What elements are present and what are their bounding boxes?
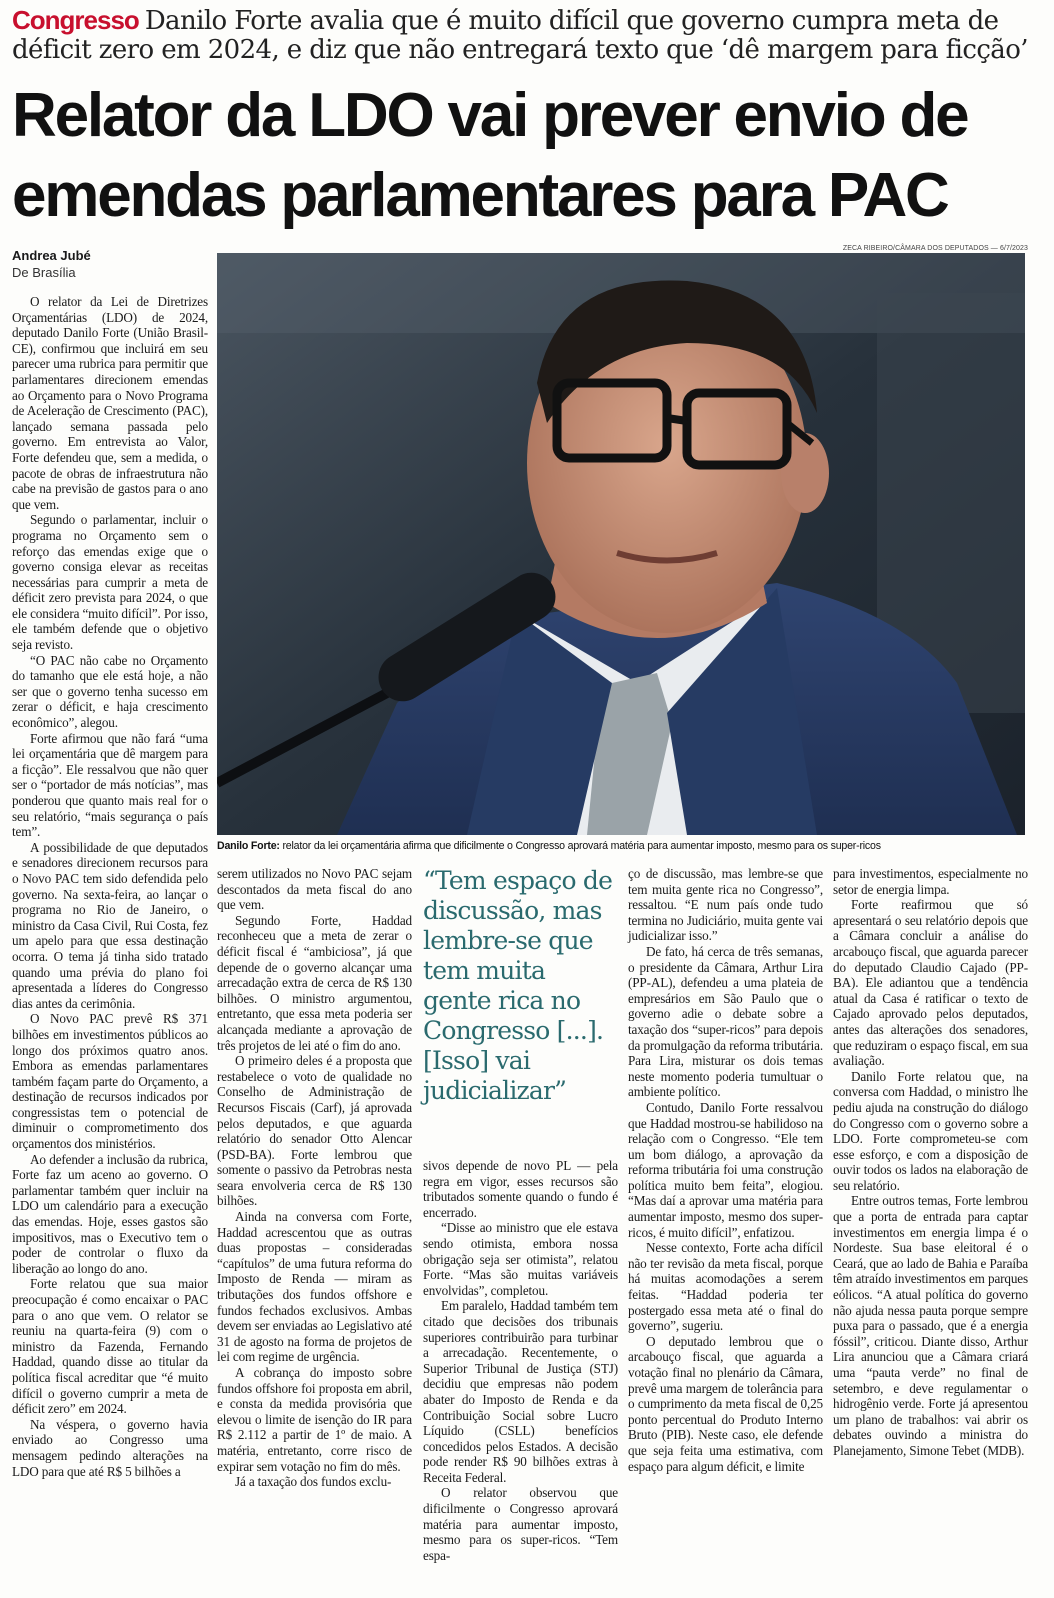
body-column-3 (423, 1158, 618, 1563)
paragraph: O primeiro deles é a proposta que restabelece o voto de qualidade no Conselho de Administração de Recursos Fiscais (Carf), já aprovada pelos deputados, e que aguarda relatório do senador Otto Alencar (PSD-BA). Forte lembrou que somente o passivo da Petrobras nesta seara envolveria cerca de R$ 130 bilhões. (217, 1053, 412, 1209)
paragraph: O deputado lembrou que o arcabouço fiscal, que aguarda a votação final no plenário da Câmara, prevê uma margem de tolerância para o cumprimento da meta fiscal de 0,25 ponto percentual do Produto Interno Bruto (PIB). Neste caso, ele defende que seja feita uma estimativa, com espaço para algum déficit, e limite (628, 1333, 823, 1474)
caption-text: relator da lei orçamentária afirma que dificilmente o Congresso aprovará matéria para aumentar imposto, mesmo para os super-ricos (279, 840, 881, 852)
kicker-text: Danilo Forte avalia que é muito difícil que governo cumpra meta de déficit zero em 2024, e diz que não entregará texto que ‘dê margem para ficção’ (12, 6, 1028, 65)
pull-quote: “Tem espaço de discussão, mas lembre-se que tem muita gente rica no Congresso [...]. [Isso] vai judicializar” (423, 866, 613, 1105)
paragraph: O Novo PAC prevê R$ 371 bilhões em investimentos públicos ao longo dos próximos quatro anos. Embora as emendas parlamentares também façam parte do Orçamento, a destinação de recursos indicados por congressistas tem o potencial de diminuir o comprometimento dos orçamentos dos ministérios. (12, 1011, 208, 1152)
paragraph: A possibilidade de que deputados e senadores direcionem recursos para o Novo PAC tem sido defendida pelo governo. Na sexta-feira, ao lançar o programa no Rio de Janeiro, o ministro da Casa Civil, Rui Costa, fez um apelo para que essa destinação ocorra. O tema já tinha sido tratado quando uma prévia do plano foi apresentada a líderes do Congresso dias antes da cerimônia. (12, 839, 208, 1011)
paragraph: Ao defender a inclusão da rubrica, Forte faz um aceno ao governo. O parlamentar também quer incluir na LDO um calendário para a execução das emendas. Hoje, esses gastos são impositivos, mas o Executivo tem o poder de controlar o fluxo da liberação ao longo do ano. (12, 1151, 208, 1276)
photo-credit: ZECA RIBEIRO/CÂMARA DOS DEPUTADOS — 6/7/2023 (842, 245, 1028, 252)
section-label: Congresso (12, 5, 139, 35)
photo-caption (217, 840, 1037, 852)
body-column-5 (833, 866, 1028, 1459)
paragraph: Em paralelo, Haddad também tem citado que decisões dos tribunais superiores contribuirão para turbinar a arrecadação. Recentemente, o Superior Tribunal de Justiça (STJ) decidiu que empresas não podem abater do Imposto de Renda e da Contribuição Social sobre Lucro Líquido (CSLL) benefícios concedidos pelos Estados. A decisão pode render R$ 90 bilhões extras à Receita Federal. (423, 1298, 618, 1485)
paragraph: O relator da Lei de Diretrizes Orçamentárias (LDO) de 2024, deputado Danilo Forte (União Brasil-CE), confirmou que incluirá em seu parecer uma rubrica para permitir que parlamentares direcionem emendas ao Orçamento para o Novo Programa de Aceleração de Crescimento (PAC), lançado semana passada pelo governo. Em entrevista ao Valor, Forte defendeu que, sem a medida, o pacote de obras de infraestrutura não cabe na previsão de gastos para o ano que vem. (12, 294, 208, 512)
paragraph: Danilo Forte relatou que, na conversa com Haddad, o ministro lhe pediu ajuda na construção do diálogo do Congresso com o governo sobre a LDO. Forte comprometeu-se com esse esforço, e com a disposição de ouvir todos os lados na elaboração de seu relatório. (833, 1068, 1028, 1193)
paragraph: “Disse ao ministro que ele estava sendo otimista, embora nossa obrigação seja ser otimista”, relatou Forte. “Mas são muitas variáveis envolvidas”, completou. (423, 1220, 618, 1298)
paragraph: A cobrança do imposto sobre fundos offshore foi proposta em abril, e consta da medida provisória que elevou o limite de isenção do IR para R$ 2.112 a partir de 1º de maio. A matéria, entretanto, corre risco de expirar sem votação no fim do mês. (217, 1365, 412, 1474)
paragraph: Contudo, Danilo Forte ressalvou que Haddad mostrou-se habilidoso na relação com o Congresso. “Ele tem um bom diálogo, a aprovação da reforma tributária foi uma construção política muito bem feita”, elogiou. “Mas daí a aprovar uma matéria para aumentar imposto, mesmo dos super-ricos, é muito difícil”, enfatizou. (628, 1099, 823, 1240)
paragraph: Na véspera, o governo havia enviado ao Congresso uma mensagem pedindo alterações na LDO para que até R$ 5 bilhões a (12, 1416, 208, 1479)
byline-place: De Brasília (12, 265, 76, 280)
paragraph: Forte afirmou que não fará “uma lei orçamentária que dê margem para a ficção”. Ele ressalvou que não quer ser o “portador de más notícias”, mas ponderou que quanto mais real for o seu relatório, “mais segurança o país tem”. (12, 730, 208, 840)
paragraph: De fato, há cerca de três semanas, o presidente da Câmara, Arthur Lira (PP-AL), defendeu a uma plateia de empresários em São Paulo que o governo adie o debate sobre a taxação dos “super-ricos” para depois da promulgação da reforma tributária. Para Lira, misturar os dois temas neste momento poderia tumultuar o ambiente político. (628, 943, 823, 1100)
paragraph: Entre outros temas, Forte lembrou que a porta de entrada para captar investimentos em energia limpa é o Nordeste. Sua base eleitoral é o Ceará, que ao lado de Bahia e Paraíba têm atraído investimentos em parques eólicos. “A atual política do governo não ajuda nessa pauta porque sempre puxa para o passado, que é a energia fóssil”, criticou. Diante disso, Arthur Lira anunciou que a Câmara criará uma “pauta verde” no final de setembro, e deve regulamentar o hidrogênio verde. Forte já apresentou um plano de trabalhos: vai abrir os debates ouvindo a ministra do Planejamento, Simone Tebet (MDB). (833, 1193, 1028, 1458)
byline (12, 248, 91, 280)
paragraph: “O PAC não cabe no Orçamento do tamanho que ele está hoje, a não ser que o governo tenha sucesso em zerar o déficit, e haja crescimento econômico”, alegou. (12, 652, 208, 731)
paragraph: Forte relatou que sua maior preocupação é como encaixar o PAC para o ano que vem. O relator se reuniu na quarta-feira (9) com o ministro da Fazenda, Fernando Haddad, quando disse ao titular da política fiscal acreditar que “é muito difícil o governo cumprir a meta de déficit zero” em 2024. (12, 1276, 208, 1417)
paragraph: Segundo Forte, Haddad reconheceu que a meta de zerar o déficit fiscal é “ambiciosa”, já que depende de o governo alcançar uma arrecadação extra de cerca de R$ 130 bilhões. O ministro argumentou, entretanto, que essa meta poderia ser alcançada mediante a aprovação de três projetos de lei até o fim do ano. (217, 912, 412, 1053)
portrait-illustration (217, 253, 1025, 835)
paragraph: ço de discussão, mas lembre-se que tem muita gente rica no Congresso”, ressaltou. “E num país onde tudo termina no Judiciário, muita gente vai judicializar isso.” (628, 866, 823, 944)
body-column-2 (217, 866, 412, 1490)
caption-lead: Danilo Forte: (217, 840, 280, 852)
paragraph: para investimentos, especialmente no setor de energia limpa. (833, 866, 1028, 897)
byline-author: Andrea Jubé (12, 248, 91, 263)
paragraph: Ainda na conversa com Forte, Haddad acrescentou que as outras duas propostas – consideradas “capítulos” de uma futura reforma do Imposto de Renda — miram as tributações dos fundos offshore e fundos fechados exclusivos. Ambas devem ser enviadas ao Legislativo até 31 de agosto na forma de projetos de lei com regime de urgência. (217, 1209, 412, 1365)
kicker (12, 6, 1042, 65)
body-column-4 (628, 866, 823, 1474)
paragraph: Já a taxação dos fundos exclu- (235, 1474, 392, 1490)
body-column-1 (12, 294, 208, 1479)
headline: Relator da LDO vai prever envio de emendas parlamentares para PAC (12, 81, 968, 230)
article-photo (217, 253, 1025, 835)
paragraph: Forte reafirmou que só apresentará o seu relatório depois que a Câmara concluir a análise do arcabouço fiscal, que aguarda parecer do deputado Claudio Cajado (PP-BA). Ele adiantou que a tendência atual da Casa é ratificar o texto de Cajado aprovado pelos deputados, antes das alterações dos senadores, que reduziram o espaço fiscal, em sua avaliação. (833, 897, 1028, 1069)
paragraph: O relator observou que dificilmente o Congresso aprovará matéria para aumentar imposto, mesmo para os super-ricos. “Tem espa- (423, 1485, 618, 1563)
paragraph: Segundo o parlamentar, incluir o programa no Orçamento sem o reforço das emendas exige que o governo consiga elevar as receitas necessárias para cumprir a meta de déficit zero prevista para 2024, o que ele considera “muito difícil”. Por isso, ele também defende que o objetivo seja revisto. (12, 512, 208, 653)
paragraph: serem utilizados no Novo PAC sejam descontados da meta fiscal do ano que vem. (217, 866, 412, 913)
paragraph: sivos depende de novo PL — pela regra em vigor, esses recursos são tributados somente quando o fundo é encerrado. (423, 1158, 618, 1220)
paragraph: Nesse contexto, Forte acha difícil não ter revisão da meta fiscal, porque há muitas acomodações a serem feitas. “Haddad poderia ter postergado essa meta até o final do governo”, sugeriu. (628, 1240, 823, 1334)
